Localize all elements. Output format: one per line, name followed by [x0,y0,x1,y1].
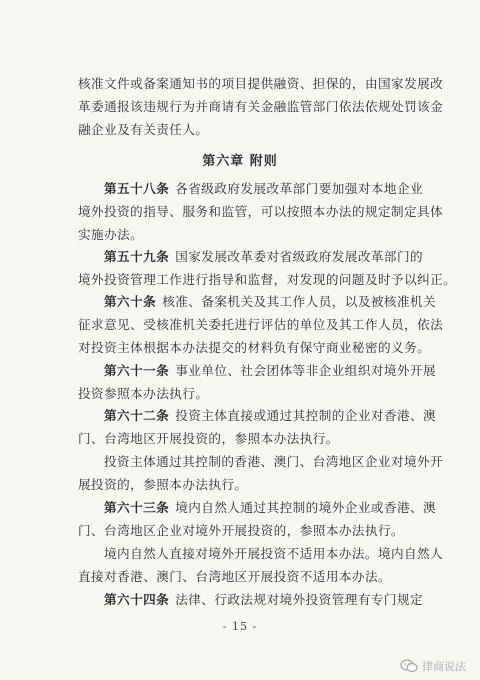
text-line: 对投资主体根据本办法提交的材料负有保守商业秘密的义务。 [78,340,431,355]
text-line: 核准文件或备案通知书的项目提供融资、担保的，由国家发展改 [78,76,444,91]
text-line: 融企业及有关责任人。 [78,122,209,137]
article-64 [78,588,424,611]
text-line: 境外投资的指导、服务和监管，可以按照本办法的规定制定具体 [78,204,444,219]
article-62 [78,404,444,496]
text-line: 境内自然人直接对境外开展投资不适用本办法。境内自然人 [104,546,444,561]
text-line: 投资参照本办法执行。 [78,386,209,401]
article-number: 第五十八条 [104,181,170,196]
top-paragraph [78,72,444,141]
text-line: 各省级政府发展改革部门要加强对本地企业 [175,181,424,196]
watermark [400,658,466,674]
text-line: 法律、行政法规对境外投资管理有专门规定 [175,592,424,607]
text-line: 境外投资管理工作进行指导和监督，对发现的问题及时予以纠正。 [78,272,457,287]
article-number: 第六十一条 [104,363,170,378]
article-number: 第六十四条 [104,592,170,607]
article-60 [78,290,444,359]
text-line: 门、台湾地区企业对境外开展投资的，参照本办法执行。 [78,523,405,538]
article-number: 第六十条 [104,294,157,309]
wechat-icon [400,659,418,673]
page-number: - 15 - [222,620,258,633]
text-line: 展投资的，参照本办法执行。 [78,477,248,492]
text-line: 核准、备案机关及其工作人员，以及被核准机关 [162,294,437,309]
watermark-label: 律商说法 [422,660,466,673]
text-line: 事业单位、社会团体等非企业组织对境外开展 [175,363,437,378]
text-line: 革委通报该违规行为并商请有关金融监管部门依法依规处罚该金 [78,99,444,114]
text-line: 门、台湾地区开展投资的，参照本办法执行。 [78,431,339,446]
article-61 [78,359,437,405]
article-number: 第六十二条 [104,408,170,423]
article-number: 第六十三条 [104,500,170,515]
text-line: 国家发展改革委对省级政府发展改革部门的 [175,249,424,264]
text-line: 境内自然人通过其控制的境外企业或香港、澳 [175,500,437,515]
text-line: 征求意见、受核准机关委托进行评估的单位及其工作人员，依法 [78,317,444,332]
article-59 [78,245,457,291]
text-line: 实施办法。 [78,227,144,242]
article-number: 第五十九条 [104,249,170,264]
text-line: 投资主体直接或通过其控制的企业对香港、澳 [175,408,437,423]
text-line: 投资主体通过其控制的香港、澳门、台湾地区企业对境外开 [104,454,444,469]
article-63 [78,496,444,588]
chapter-title: 第六章 附则 [202,154,278,169]
text-line: 直接对香港、澳门、台湾地区开展投资不适用本办法。 [78,569,392,584]
article-58 [78,177,444,246]
